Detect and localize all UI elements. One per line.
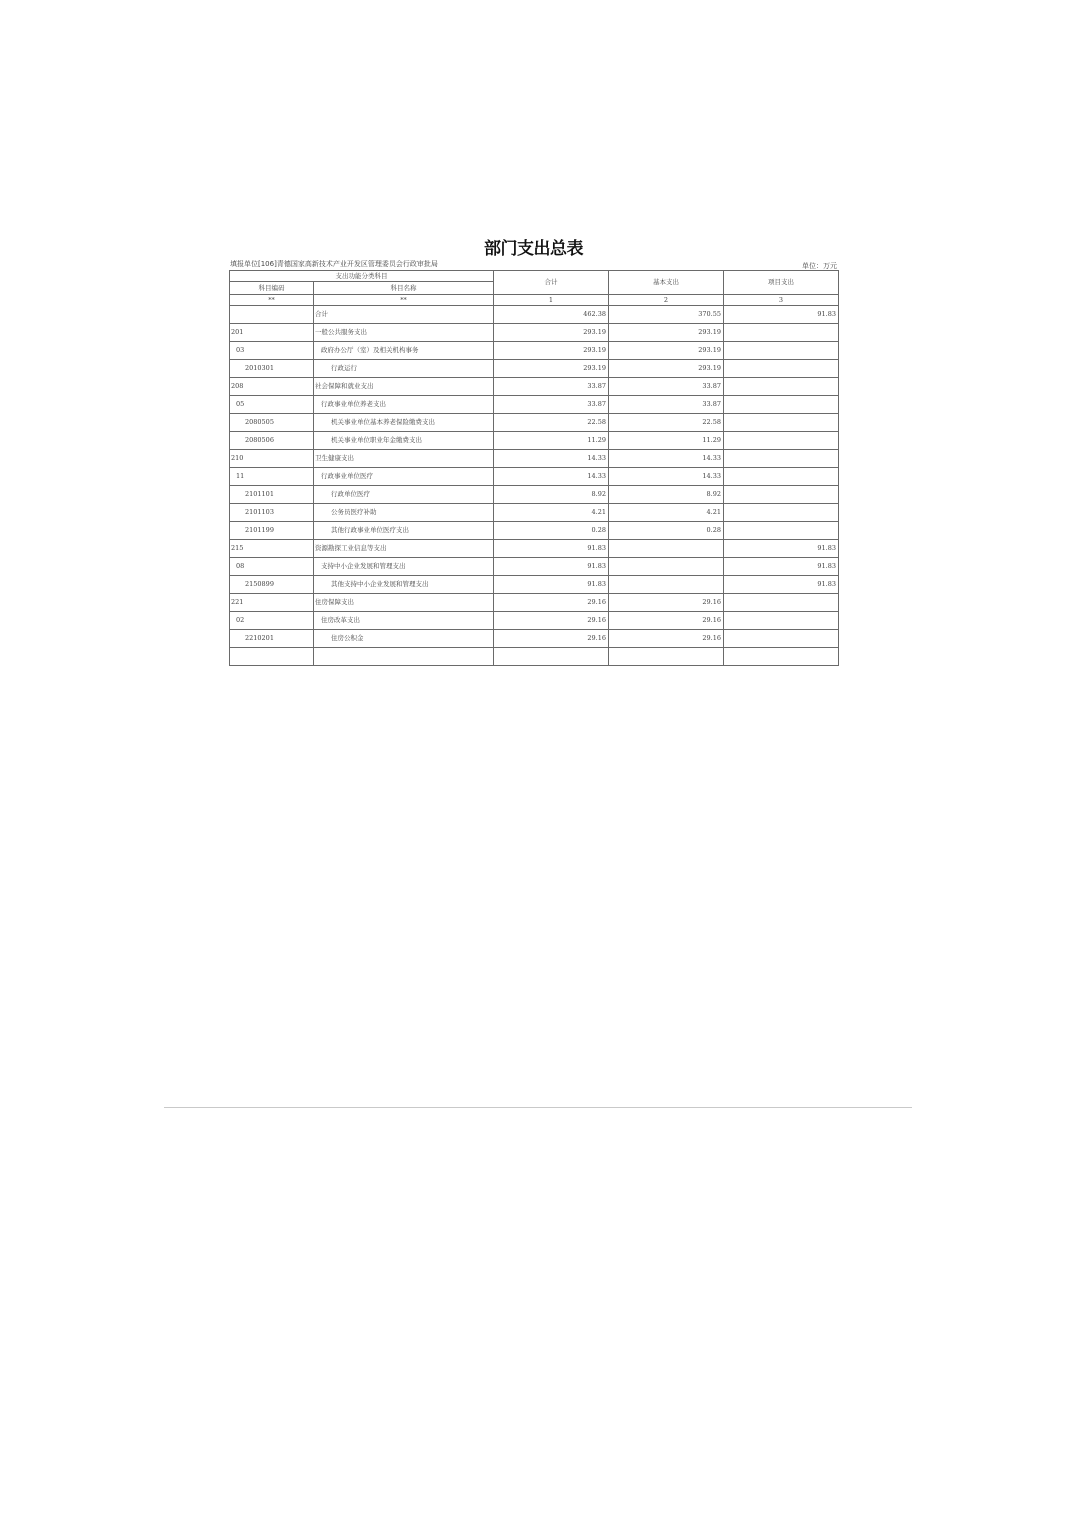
row-total: 4.21 <box>494 504 609 522</box>
row-project <box>724 432 839 450</box>
row-project: 91.83 <box>724 540 839 558</box>
row-total: 29.16 <box>494 630 609 648</box>
row-code: 2210201 <box>230 630 314 648</box>
header-function-group: 支出功能分类科目 <box>230 271 494 282</box>
row-code: 03 <box>230 342 314 360</box>
row-total: 293.19 <box>494 324 609 342</box>
row-name: 其他支持中小企业发展和管理支出 <box>314 576 494 594</box>
header-project: 项目支出 <box>724 271 839 295</box>
row-project <box>724 450 839 468</box>
row-name: 住房公积金 <box>314 630 494 648</box>
reporting-unit: 填报单位[106]青德国家高新技术产业开发区管理委员会行政审批局 <box>230 260 438 268</box>
row-name: 卫生健康支出 <box>314 450 494 468</box>
index-cell: ** <box>314 295 494 306</box>
row-code: 221 <box>230 594 314 612</box>
row-total: 91.83 <box>494 540 609 558</box>
table-row <box>230 504 839 522</box>
row-total: 22.58 <box>494 414 609 432</box>
header-basic: 基本支出 <box>609 271 724 295</box>
row-basic: 29.16 <box>609 612 724 630</box>
currency-unit: 单位：万元 <box>802 262 837 270</box>
table-row <box>230 576 839 594</box>
table-row <box>230 612 839 630</box>
row-code: 2101199 <box>230 522 314 540</box>
row-project <box>724 522 839 540</box>
table-row <box>230 594 839 612</box>
index-cell: 3 <box>724 295 839 306</box>
row-total: 29.16 <box>494 612 609 630</box>
row-code <box>230 648 314 666</box>
row-total: 14.33 <box>494 468 609 486</box>
row-basic: 22.58 <box>609 414 724 432</box>
header-name: 科目名称 <box>314 282 494 295</box>
row-code: 2101101 <box>230 486 314 504</box>
row-total: 293.19 <box>494 360 609 378</box>
row-project: 91.83 <box>724 306 839 324</box>
table-row <box>230 324 839 342</box>
row-project <box>724 594 839 612</box>
row-name: 机关事业单位职业年金缴费支出 <box>314 432 494 450</box>
row-name: 社会保障和就业支出 <box>314 378 494 396</box>
table-row <box>230 414 839 432</box>
table-row <box>230 396 839 414</box>
row-code: 11 <box>230 468 314 486</box>
row-total: 293.19 <box>494 342 609 360</box>
row-basic: 29.16 <box>609 630 724 648</box>
row-basic: 11.29 <box>609 432 724 450</box>
table-row <box>230 486 839 504</box>
row-total: 29.16 <box>494 594 609 612</box>
row-name: 行政单位医疗 <box>314 486 494 504</box>
index-cell: 1 <box>494 295 609 306</box>
row-name: 行政事业单位养老支出 <box>314 396 494 414</box>
row-name: 一般公共服务支出 <box>314 324 494 342</box>
row-basic <box>609 648 724 666</box>
row-basic: 33.87 <box>609 396 724 414</box>
row-code: 2080506 <box>230 432 314 450</box>
index-cell: 2 <box>609 295 724 306</box>
row-basic: 0.28 <box>609 522 724 540</box>
row-total: 462.38 <box>494 306 609 324</box>
row-project <box>724 396 839 414</box>
row-basic: 293.19 <box>609 324 724 342</box>
row-project <box>724 414 839 432</box>
row-code: 02 <box>230 612 314 630</box>
row-project <box>724 504 839 522</box>
row-code: 215 <box>230 540 314 558</box>
row-basic <box>609 576 724 594</box>
row-total: 33.87 <box>494 396 609 414</box>
row-name: 机关事业单位基本养老保险缴费支出 <box>314 414 494 432</box>
row-code: 210 <box>230 450 314 468</box>
row-basic <box>609 558 724 576</box>
row-project <box>724 648 839 666</box>
row-code: 05 <box>230 396 314 414</box>
row-name: 合计 <box>314 306 494 324</box>
row-project: 91.83 <box>724 558 839 576</box>
table-row <box>230 360 839 378</box>
row-project <box>724 612 839 630</box>
row-total: 11.29 <box>494 432 609 450</box>
row-basic: 370.55 <box>609 306 724 324</box>
row-project <box>724 360 839 378</box>
table-row <box>230 450 839 468</box>
expense-table <box>229 270 839 666</box>
row-total: 8.92 <box>494 486 609 504</box>
row-basic <box>609 540 724 558</box>
row-total: 14.33 <box>494 450 609 468</box>
document-title: 部门支出总表 <box>484 239 583 259</box>
row-basic: 293.19 <box>609 360 724 378</box>
row-name: 公务员医疗补助 <box>314 504 494 522</box>
row-code: 208 <box>230 378 314 396</box>
row-name: 支持中小企业发展和管理支出 <box>314 558 494 576</box>
row-project <box>724 342 839 360</box>
header-total: 合计 <box>494 271 609 295</box>
table-row <box>230 432 839 450</box>
table-row <box>230 648 839 666</box>
row-code: 08 <box>230 558 314 576</box>
row-basic: 14.33 <box>609 468 724 486</box>
table-row <box>230 468 839 486</box>
row-name: 资源勘探工业信息等支出 <box>314 540 494 558</box>
row-total: 91.83 <box>494 576 609 594</box>
row-project <box>724 468 839 486</box>
row-code <box>230 306 314 324</box>
table-row <box>230 342 839 360</box>
row-basic: 29.16 <box>609 594 724 612</box>
table-body <box>230 306 839 666</box>
row-code: 201 <box>230 324 314 342</box>
row-code: 2080505 <box>230 414 314 432</box>
table-row <box>230 630 839 648</box>
row-project <box>724 486 839 504</box>
row-total: 91.83 <box>494 558 609 576</box>
row-name: 行政事业单位医疗 <box>314 468 494 486</box>
row-basic: 14.33 <box>609 450 724 468</box>
table-row <box>230 522 839 540</box>
row-total <box>494 648 609 666</box>
row-name: 政府办公厅（室）及相关机构事务 <box>314 342 494 360</box>
row-basic: 8.92 <box>609 486 724 504</box>
row-total: 0.28 <box>494 522 609 540</box>
row-code: 2101103 <box>230 504 314 522</box>
table-row <box>230 306 839 324</box>
index-cell: ** <box>230 295 314 306</box>
row-project <box>724 324 839 342</box>
row-project <box>724 630 839 648</box>
row-total: 33.87 <box>494 378 609 396</box>
header-code: 科目编码 <box>230 282 314 295</box>
row-name: 行政运行 <box>314 360 494 378</box>
row-name: 住房改革支出 <box>314 612 494 630</box>
row-basic: 293.19 <box>609 342 724 360</box>
row-name: 其他行政事业单位医疗支出 <box>314 522 494 540</box>
row-basic: 4.21 <box>609 504 724 522</box>
table-row <box>230 540 839 558</box>
table-row <box>230 558 839 576</box>
row-name <box>314 648 494 666</box>
row-name: 住房保障支出 <box>314 594 494 612</box>
table-row <box>230 378 839 396</box>
row-code: 2010301 <box>230 360 314 378</box>
row-project <box>724 378 839 396</box>
row-code: 2150899 <box>230 576 314 594</box>
row-basic: 33.87 <box>609 378 724 396</box>
page-divider <box>164 1107 912 1108</box>
row-project: 91.83 <box>724 576 839 594</box>
